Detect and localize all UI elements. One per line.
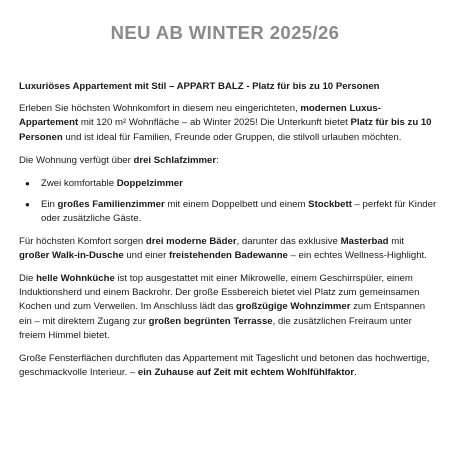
text: ist top ausgestattet mit einer Mikrowelle, einem Geschirrspüler, einem Induktionsherd und einem Backrohr. Der große Essbereich bietet viel Platz zum gemeinsamen Kochen und zum Verweilen. Im Anschluss lädt das xyxy=(19,273,420,313)
text: Die Wohnung verfügt über xyxy=(19,154,134,166)
list-item xyxy=(19,198,437,226)
text: Zwei komfortable xyxy=(41,178,117,190)
bold-text: Doppelzimmer xyxy=(116,178,183,190)
text: mit einem Doppelbett und einem xyxy=(164,199,309,211)
text: mit 120 m² Wohnfläche – ab Winter 2025! Die Unterkunft bietet xyxy=(78,117,351,129)
bold-text: ein Zuhause auf Zeit mit echtem Wohlfühlfaktor xyxy=(137,367,355,379)
text: Die xyxy=(19,273,37,285)
text: und ist ideal für Familien, Freunde oder Gruppen, die stilvoll urlauben möchten. xyxy=(62,131,402,143)
text: Ein xyxy=(41,199,58,211)
text: , darunter das exklusive xyxy=(236,235,341,247)
text: Erleben Sie höchsten Wohnkomfort in diesem neu eingerichteten, xyxy=(19,103,301,115)
bold-text: Stockbett xyxy=(308,199,352,211)
text: , die zusätzlichen Freiraum unter freiem Himmel bietet. xyxy=(19,315,412,341)
text: zum Entspannen ein – mit direktem Zugang zur xyxy=(19,301,426,327)
text: – ein echtes Wellness-Highlight. xyxy=(287,249,427,261)
bold-text: helle Wohnküche xyxy=(36,273,115,285)
bold-text: drei moderne Bäder xyxy=(145,235,237,247)
kitchen-paragraph xyxy=(19,272,437,343)
intro-paragraph xyxy=(19,102,437,145)
bullet-icon: ● xyxy=(25,179,30,189)
bathrooms-paragraph xyxy=(19,235,437,263)
text: . xyxy=(354,367,357,379)
bold-text: drei Schlafzimmer xyxy=(133,154,217,166)
heading-text: Luxuriöses Appartement mit Stil – APPART BALZ - Platz für bis zu 10 Personen xyxy=(19,81,380,92)
bold-text: Masterbad xyxy=(340,235,389,247)
closing-paragraph xyxy=(19,352,437,380)
text: und einer xyxy=(123,249,169,261)
document-heading xyxy=(19,80,437,94)
text: Große Fensterflächen durchfluten das Appartement mit Tageslicht und betonen das hochwertige, geschmackvolle Interieur. – xyxy=(19,353,430,379)
bold-text: modernen Luxus-Appartement xyxy=(19,103,381,129)
text: : xyxy=(216,154,219,166)
bold-text: großes Familienzimmer xyxy=(57,199,165,211)
bedroom-list xyxy=(19,177,437,227)
text: mit xyxy=(388,235,405,247)
bold-text: freistehenden Badewanne xyxy=(169,249,288,261)
document-body xyxy=(19,80,437,389)
bold-text: großzügige Wohnzimmer xyxy=(236,301,351,313)
bullet-icon: ● xyxy=(25,200,30,210)
bedrooms-paragraph xyxy=(19,154,437,168)
page-title: NEU AB WINTER 2025/26 xyxy=(110,22,340,43)
bold-text: großen begrünten Terrasse xyxy=(148,315,273,327)
text: – perfekt für Kinder oder zusätzliche Gäste. xyxy=(41,199,437,225)
list-item xyxy=(19,177,437,191)
bold-text: großer Walk-in-Dusche xyxy=(19,249,124,261)
bold-text: Platz für bis zu 10 Personen xyxy=(19,117,432,143)
text: Für höchsten Komfort sorgen xyxy=(19,235,146,247)
